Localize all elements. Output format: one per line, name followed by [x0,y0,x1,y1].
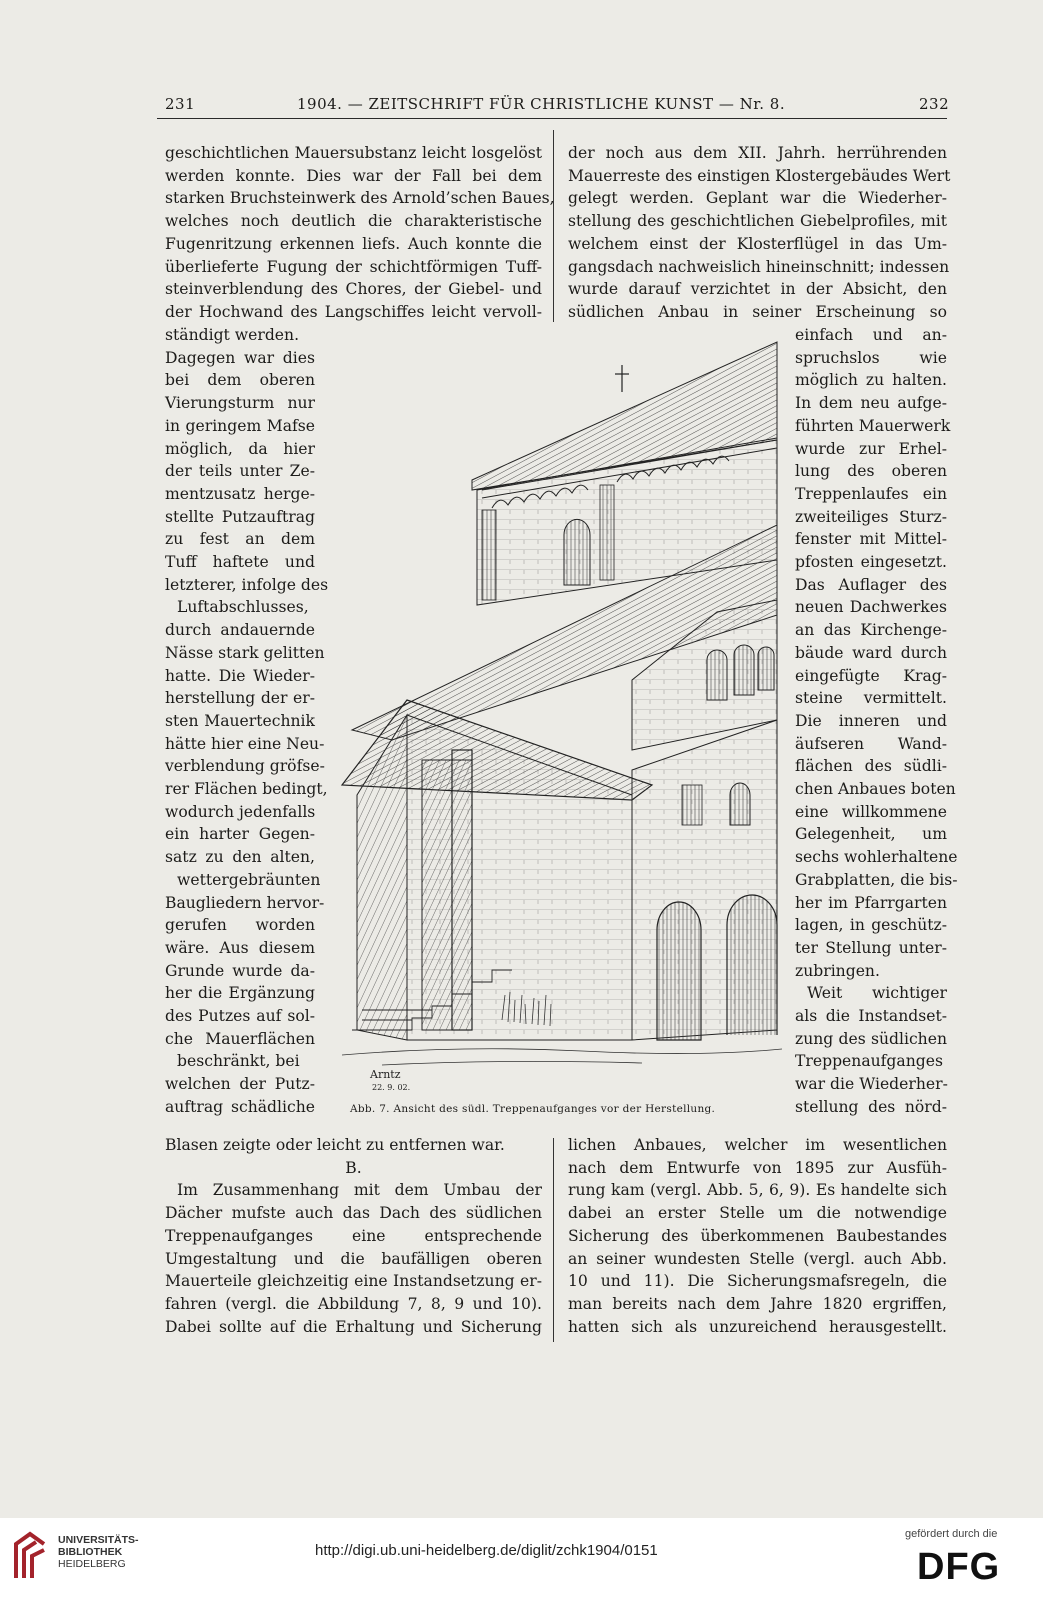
text-line: in geringem Mafse [165,416,315,435]
text-line: her die Ergänzung [165,984,315,1003]
porch-doorway [422,760,472,1030]
text-line: rer Flächen bedingt, [165,780,328,798]
text-line: zubringen. [795,961,880,980]
text-line: sten Mauertechnik [165,711,315,730]
header-rule [157,118,947,119]
artist-signature: Arntz [370,1068,401,1081]
text-line: durch andauernde [165,621,315,640]
text-line: wurde darauf verzichtet in der Absicht, den [568,280,947,299]
text-line: stellung des nörd- [795,1097,947,1116]
figure-caption: Abb. 7. Ansicht des südl. Treppenaufganges vor der Herstellung. [350,1103,716,1115]
text-line: lagen, in geschütz- [795,916,947,935]
tower-pilaster-left [482,510,496,600]
permalink-url[interactable]: http://digi.ub.uni-heidelberg.de/diglit/zchk1904/0151 [315,1542,658,1559]
text-line: der Hochwand des Langschiffes leicht vervoll- [165,302,542,321]
text-line: lung des oberen [795,462,947,481]
text-line: ein harter Gegen- [165,825,315,844]
text-line: gelegt werden. Geplant war die Wiederher- [568,189,947,208]
text-line: herstellung der er- [165,689,315,708]
artist-signature-date: 22. 9. 02. [372,1083,411,1092]
text-line: Treppenaufganges [795,1052,943,1071]
library-name: UNIVERSITÄTS- BIBLIOTHEK HEIDELBERG [58,1534,139,1570]
text-line: hatte. Die Wieder- [165,666,315,685]
text-line: Mauerteile gleichzeitig eine Instandsetzung er- [165,1272,542,1291]
text-line: der noch aus dem XII. Jahrh. herrührenden [568,144,947,162]
page-number-right: 232 [919,95,950,113]
text-line: man bereits nach dem Jahre 1820 ergriffen, [568,1294,947,1313]
text-line: nach dem Entwurfe von 1895 zur Ausfüh- [568,1158,947,1177]
text-line: eingefügte Krag- [795,666,947,685]
dfg-logo[interactable]: DFG [917,1546,1001,1588]
page-number-left: 231 [165,95,196,113]
text-line: Die inneren und [795,711,947,730]
text-line: steinverblendung des Chores, der Giebel- und [165,280,542,299]
text-line: als die Instandset- [795,1007,947,1025]
text-line: überlieferte Fugung der schichtförmigen Tuff- [165,257,542,276]
text-line: Dagegen war dies [165,348,315,367]
text-line: Grunde wurde da- [165,961,315,980]
tower-window [564,519,590,585]
text-line: Blasen zeigte oder leicht zu entfernen war. [165,1136,505,1154]
text-line: wurde zur Erhel- [795,439,947,458]
text-line: wodurch jedenfalls [165,802,316,821]
text-line: zung des südlichen [795,1029,947,1048]
text-line: chen Anbaues boten [795,780,956,798]
text-line: spruchslos wie [795,348,947,367]
text-line: möglich zu halten. [795,371,947,390]
text-line: B. [345,1158,362,1177]
text-line: der teils unter Ze- [165,462,315,481]
text-line: ter Stellung unter- [795,938,947,957]
text-line: hätte hier eine Neu- [165,734,325,753]
column-rule-top [553,130,554,322]
text-line: bei dem oberen [165,371,315,390]
church-illustration [322,330,782,1100]
digitization-footer [0,1518,1043,1598]
text-line: war die Wiederher- [795,1075,948,1094]
text-line: fenster mit Mittel- [795,530,947,549]
text-line: pfosten eingesetzt. [795,553,947,571]
text-line: beschränkt, bei [177,1052,300,1071]
text-line: auftrag schädliche [165,1097,315,1116]
column-rule-bottom [553,1138,554,1342]
text-line: an das Kirchenge- [795,621,947,640]
tower-pilaster-right [600,485,614,580]
text-line: Treppenaufganges eine entsprechende [165,1226,542,1245]
text-line: che Mauerflächen [165,1029,315,1048]
text-line: sechs wohlerhaltene [795,848,958,867]
text-line: satz zu den alten, [165,848,315,867]
text-line: Nässe stark gelitten [165,643,325,662]
text-line: eine willkommene [795,802,947,821]
text-line: Weit wichtiger [807,984,947,1003]
text-line: wäre. Aus diesem [165,938,315,957]
text-line: starken Bruchsteinwerk des Arnold’schen Baues, [165,189,555,208]
text-line: gangsdach nachweislich hineinschnitt; indessen [568,257,950,276]
text-line: werden konnte. Dies war der Fall bei dem [165,166,542,185]
text-line: Treppenlaufes ein [795,484,947,503]
tower-cross [615,365,629,392]
text-line: möglich, da hier [165,439,315,458]
text-line: verblendung gröfse- [165,757,325,776]
text-line: einfach und an- [795,326,947,344]
text-line: äufseren Wand- [795,734,947,753]
text-line: Tuff haftete und [165,553,315,571]
heidelberg-library-logo[interactable] [10,1530,50,1582]
text-line: lichen Anbaues, welcher im wesentlichen [568,1136,947,1154]
text-line: letzterer, infolge des [165,575,329,594]
text-line: In dem neu aufge- [795,394,947,413]
text-line: welchem einst der Klosterflügel in das Um- [568,234,947,253]
text-line: des Putzes auf sol- [165,1007,315,1025]
text-line: geschichtlichen Mauersubstanz leicht losgelöst [165,144,542,162]
text-line: Baugliedern hervor- [165,893,325,912]
text-line: dabei an erster Stelle um die notwendige [568,1204,947,1223]
text-line: Das Auflager des [795,575,947,594]
text-line: Dabei sollte auf die Erhaltung und Sicherung [165,1317,542,1336]
text-line: stellung des geschichtlichen Giebelprofiles, mit [568,212,947,231]
text-line: bäude ward durch [795,643,947,662]
text-line: welchen der Putz- [165,1075,315,1094]
text-line: Luftabschlusses, [177,598,309,617]
text-line: südlichen Anbau in seiner Erscheinung so [568,302,947,321]
text-line: führten Mauerwerk [795,416,951,435]
slit-window [682,785,702,825]
text-line: Grabplatten, die bis- [795,870,958,889]
small-window [730,783,750,825]
text-line: Sicherung des überkommenen Baubestandes [568,1226,947,1245]
text-line: wettergebräunten [177,870,321,889]
running-header: 1904. — ZEITSCHRIFT FÜR CHRISTLICHE KUNST — Nr. 8. [297,95,786,113]
text-line: zweiteiliges Sturz- [795,507,947,526]
text-line: Gelegenheit, um [795,825,947,844]
text-line: Umgestaltung und die baufälligen oberen [165,1249,542,1268]
text-line: welches noch deutlich die charakteristische [165,212,542,231]
text-line: fahren (vergl. die Abbildung 7, 8, 9 und 10). [165,1294,542,1313]
round-arch-door [657,902,701,1040]
text-line: zu fest an dem [165,530,315,549]
text-line: neuen Dachwerkes [795,598,947,617]
text-line: an seiner wundesten Stelle (vergl. auch Abb. [568,1249,947,1268]
text-line: flächen des südli- [795,757,947,776]
text-line: Mauerreste des einstigen Klostergebäudes Wert [568,166,951,185]
text-line: mentzusatz herge- [165,484,315,503]
text-line: Dächer mufste auch das Dach des südlichen [165,1204,542,1223]
text-line: stellte Putzauftrag [165,507,315,526]
text-line: hatten sich als unzureichend herausgestellt. [568,1317,947,1336]
text-line: her im Pfarrgarten [795,893,947,912]
funding-note: gefördert durch die [905,1528,998,1540]
text-line: Vierungsturm nur [165,394,315,413]
text-line: ständigt werden. [165,326,300,344]
text-line: Fugenritzung erkennen liefs. Auch konnte die [165,234,542,253]
text-line: 10 und 11). Die Sicherungsmafsregeln, die [568,1272,947,1291]
round-arch-door-right [727,895,777,1035]
text-line: rung kam (vergl. Abb. 5, 6, 9). Es handelte sich [568,1181,947,1200]
text-line: Im Zusammenhang mit dem Umbau der [177,1181,542,1200]
text-line: steine vermittelt. [795,689,947,708]
text-line: gerufen worden [165,916,315,935]
